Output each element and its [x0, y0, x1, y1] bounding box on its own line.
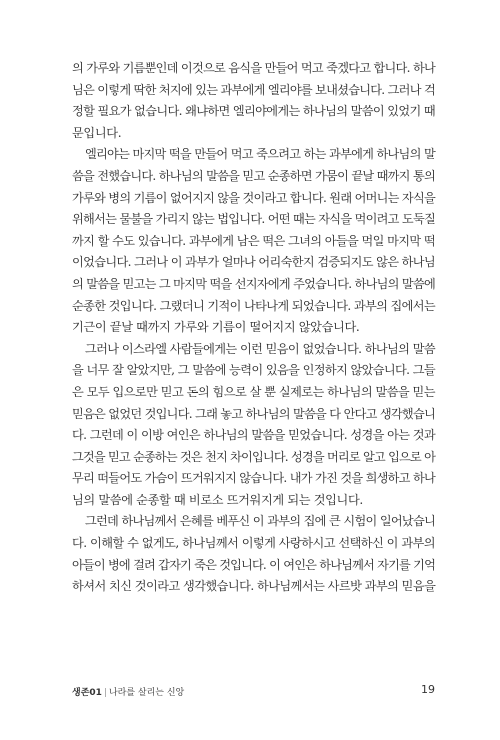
- text-line: 그런데 하나님께서 은혜를 베푸신 이 과부의 집에 큰 시험이 일어났습니: [85, 514, 435, 529]
- text-line: 하셔서 치신 것이라고 생각했습니다. 하나님께서는 사르밧 과부의 믿음을: [72, 579, 436, 594]
- text-line: 정할 필요가 없습니다. 왜냐하면 엘리야에게는 하나님의 말씀이 있었기 때: [72, 104, 435, 119]
- body-text: [72, 58, 435, 598]
- running-footer: [72, 685, 184, 698]
- text-line: 은 모두 입으로만 믿고 돈의 힘으로 살 뿐 실제로는 하나님의 말씀을 믿는: [72, 384, 435, 399]
- text-line: 그것을 믿고 순종하는 것은 천지 차이입니다. 성경을 머리로 알고 입으로 아: [72, 449, 435, 464]
- text-line: 씀을 전했습니다. 하나님의 말씀을 믿고 순종하면 가뭄이 끝날 때까지 통의: [72, 168, 435, 183]
- text-line: 다. 그런데 이 이방 여인은 하나님의 말씀을 믿었습니다. 성경을 아는 것과: [72, 428, 435, 443]
- text-line: 이었습니다. 그러나 이 과부가 얼마나 어리숙한지 검증되지도 않은 하나님: [72, 255, 435, 270]
- footer-separator: |: [103, 688, 107, 698]
- book-title: 나라를 살리는 신앙: [108, 688, 185, 698]
- page-footer: [72, 683, 435, 699]
- text-line: 가루와 병의 기름이 없어지지 않을 것이라고 합니다. 원래 어머니는 자식을: [72, 190, 435, 205]
- page-number: 19: [421, 683, 435, 696]
- text-line: 아들이 병에 걸려 갑자기 죽은 것입니다. 이 여인은 하나님께서 자기를 기억: [72, 557, 435, 572]
- text-line: 믿음은 없었던 것입니다. 그래 놓고 하나님의 말씀을 다 안다고 생각했습니: [72, 406, 435, 421]
- text-line: 엘리야는 마지막 떡을 만들어 먹고 죽으려고 하는 과부에게 하나님의 말: [85, 147, 435, 162]
- text-line: 기근이 끝날 때까지 가루와 기름이 떨어지지 않았습니다.: [72, 320, 360, 335]
- text-line: 그러나 이스라엘 사람들에게는 이런 믿음이 없었습니다. 하나님의 말씀: [85, 341, 435, 356]
- text-line: 위해서는 물불을 가리지 않는 법입니다. 어떤 때는 자식을 먹이려고 도둑질: [72, 212, 435, 227]
- chapter-label: 생존01: [72, 688, 102, 698]
- text-line: 문입니다.: [72, 125, 122, 140]
- text-line: 의 말씀을 믿고는 그 마지막 떡을 선지자에게 주었습니다. 하나님의 말씀에: [72, 276, 435, 291]
- text-line: 님은 이렇게 딱한 처지에 있는 과부에게 엘리야를 보내셨습니다. 그러나 걱: [72, 82, 435, 97]
- text-line: 님의 말씀에 순종할 때 비로소 뜨거워지게 되는 것입니다.: [72, 492, 363, 507]
- text-line: 까지 할 수도 있습니다. 과부에게 남은 떡은 그녀의 아들을 먹일 마지막 떡: [72, 233, 435, 248]
- text-line: 순종한 것입니다. 그랬더니 기적이 나타나게 되었습니다. 과부의 집에서는: [72, 298, 435, 313]
- text-line: 무리 떠들어도 가슴이 뜨거워지지 않습니다. 내가 가진 것을 희생하고 하나: [72, 471, 435, 486]
- text-line: 을 너무 잘 알았지만, 그 말씀에 능력이 있음을 인정하지 않았습니다. 그들: [72, 363, 435, 378]
- text-line: 다. 이해할 수 없게도, 하나님께서 이렇게 사랑하시고 선택하신 이 과부의: [72, 536, 435, 551]
- text-line: 의 가루와 기름뿐인데 이것으로 음식을 만들어 먹고 죽겠다고 합니다. 하나: [72, 61, 435, 75]
